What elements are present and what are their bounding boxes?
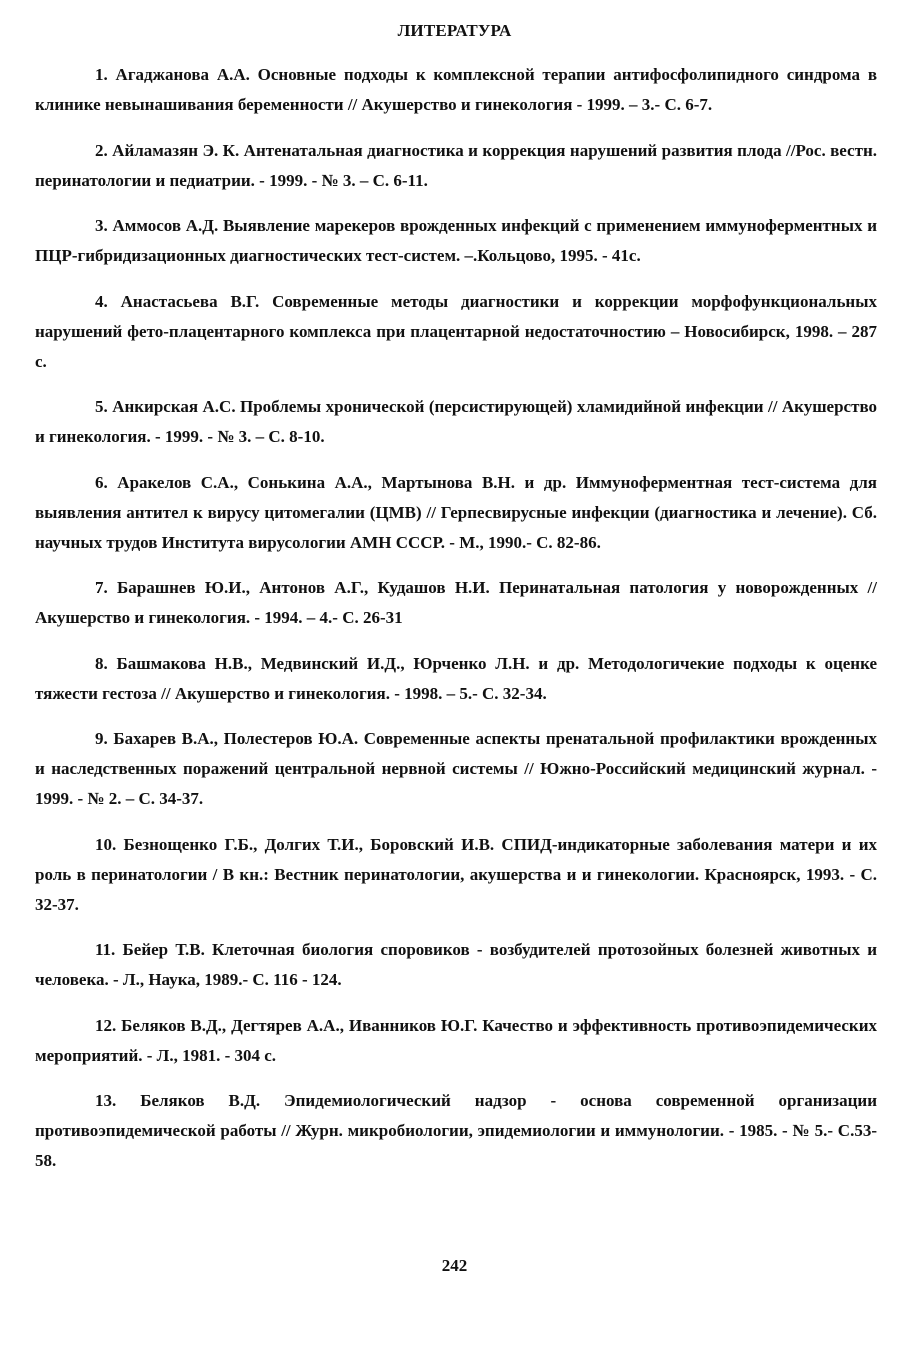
reference-number: 12.	[95, 1015, 117, 1035]
reference-number: 7.	[95, 578, 108, 597]
reference-item	[35, 136, 877, 196]
reference-item	[35, 573, 877, 633]
reference-item	[35, 392, 877, 452]
reference-text: Анастасьева В.Г. Современные методы диагностики и коррекции морфофункциональных нарушений фето-плацентарного комплекса при плацентарной недостаточностию – Новосибирск, 1998. – 287 с.	[35, 291, 878, 371]
reference-number: 1.	[95, 65, 108, 84]
reference-text: Аракелов С.А., Сонькина А.А., Мартынова В.Н. и др. Иммуноферментная тест-система для выявления антител к вирусу цитомегалии (ЦМВ) // Герпесвирусные инфекции (диагностика и лечение). Сб. научных трудов Института вирусологии АМН СССР. - М., 1990.- С. 82-86.	[35, 472, 878, 552]
reference-item	[35, 724, 877, 814]
reference-item	[35, 60, 877, 120]
reference-number: 8.	[95, 653, 108, 673]
reference-item	[35, 287, 877, 377]
reference-text: Барашнев Ю.И., Антонов А.Г., Кудашов Н.И. Перинатальная патология у новорожденных // Акушерство и гинекология. - 1994. – 4.- С. 26-31	[35, 578, 878, 627]
reference-number: 3.	[95, 216, 108, 235]
reference-item	[35, 468, 877, 558]
reference-number: 2.	[95, 140, 108, 160]
reference-number: 9.	[95, 729, 108, 748]
reference-item	[35, 935, 877, 995]
reference-text: Безнощенко Г.Б., Долгих Т.И., Боровский И.В. СПИД-индикаторные заболевания матери и их роль в перинатологии / В кн.: Вестник перинатологии, акушерства и и гинекологии. Красноярск, 1993. - С. 32-37.	[35, 834, 877, 914]
reference-item	[35, 830, 877, 920]
reference-text: Бахарев В.А., Полестеров Ю.А. Современные аспекты пренатальной профилактики врожденных и наследственных поражений центральной нервной системы // Южно-Российский медицинский журнал. - 1999. - № 2. – С. 34-37.	[35, 729, 877, 808]
reference-number: 4.	[95, 291, 108, 311]
reference-text: Беляков В.Д. Эпидемиологический надзор - основа современной организации противоэпидемической работы // Журн. микробиологии, эпидемиологии и иммунологии. - 1985. - № 5.- С.53-58.	[35, 1091, 878, 1170]
reference-number: 6.	[95, 472, 108, 492]
reference-item	[35, 211, 877, 271]
reference-list	[35, 60, 877, 1192]
reference-item	[35, 1086, 877, 1176]
reference-text: Агаджанова А.А. Основные подходы к комплексной терапии антифосфолипидного синдрома в клинике невынашивания беременности // Акушерство и гинекология - 1999. – 3.- С. 6-7.	[35, 65, 877, 114]
reference-item	[35, 1011, 877, 1071]
page-title: ЛИТЕРАТУРА	[397, 21, 512, 40]
reference-number: 13.	[95, 1091, 117, 1110]
reference-text: Башмакова Н.В., Медвинский И.Д., Юрченко Л.Н. и др. Методологичекие подходы к оценке тяжести гестоза // Акушерство и гинекология. - 1998. – 5.- С. 32-34.	[35, 653, 878, 703]
reference-text: Беляков В.Д., Дегтярев А.А., Иванников Ю.Г. Качество и эффективность противоэпидемических мероприятий. - Л., 1981. - 304 с.	[35, 1015, 878, 1065]
reference-text: Аммосов А.Д. Выявление марекеров врожденных инфекций с применением иммуноферментных и ПЦР-гибридизационных диагностических тест-систем. –.Кольцово, 1995. - 41с.	[35, 216, 877, 265]
reference-text: Анкирская А.С. Проблемы хронической (персистирующей) хламидийной инфекции // Акушерство и гинекология. - 1999. - № 3. – С. 8-10.	[35, 397, 878, 446]
reference-number: 5.	[95, 397, 108, 416]
reference-number: 11.	[95, 940, 116, 959]
reference-text: Айламазян Э. К. Антенатальная диагностика и коррекция нарушений развития плода //Рос. вестн. перинатологии и педиатрии. - 1999. - № 3. – С. 6-11.	[35, 140, 878, 190]
reference-item	[35, 649, 877, 709]
page-number: 242	[441, 1256, 468, 1275]
reference-number: 10.	[95, 834, 117, 854]
reference-text: Бейер Т.В. Клеточная биология споровиков - возбудителей протозойных болезней животных и человека. - Л., Наука, 1989.- С. 116 - 124.	[35, 940, 878, 989]
